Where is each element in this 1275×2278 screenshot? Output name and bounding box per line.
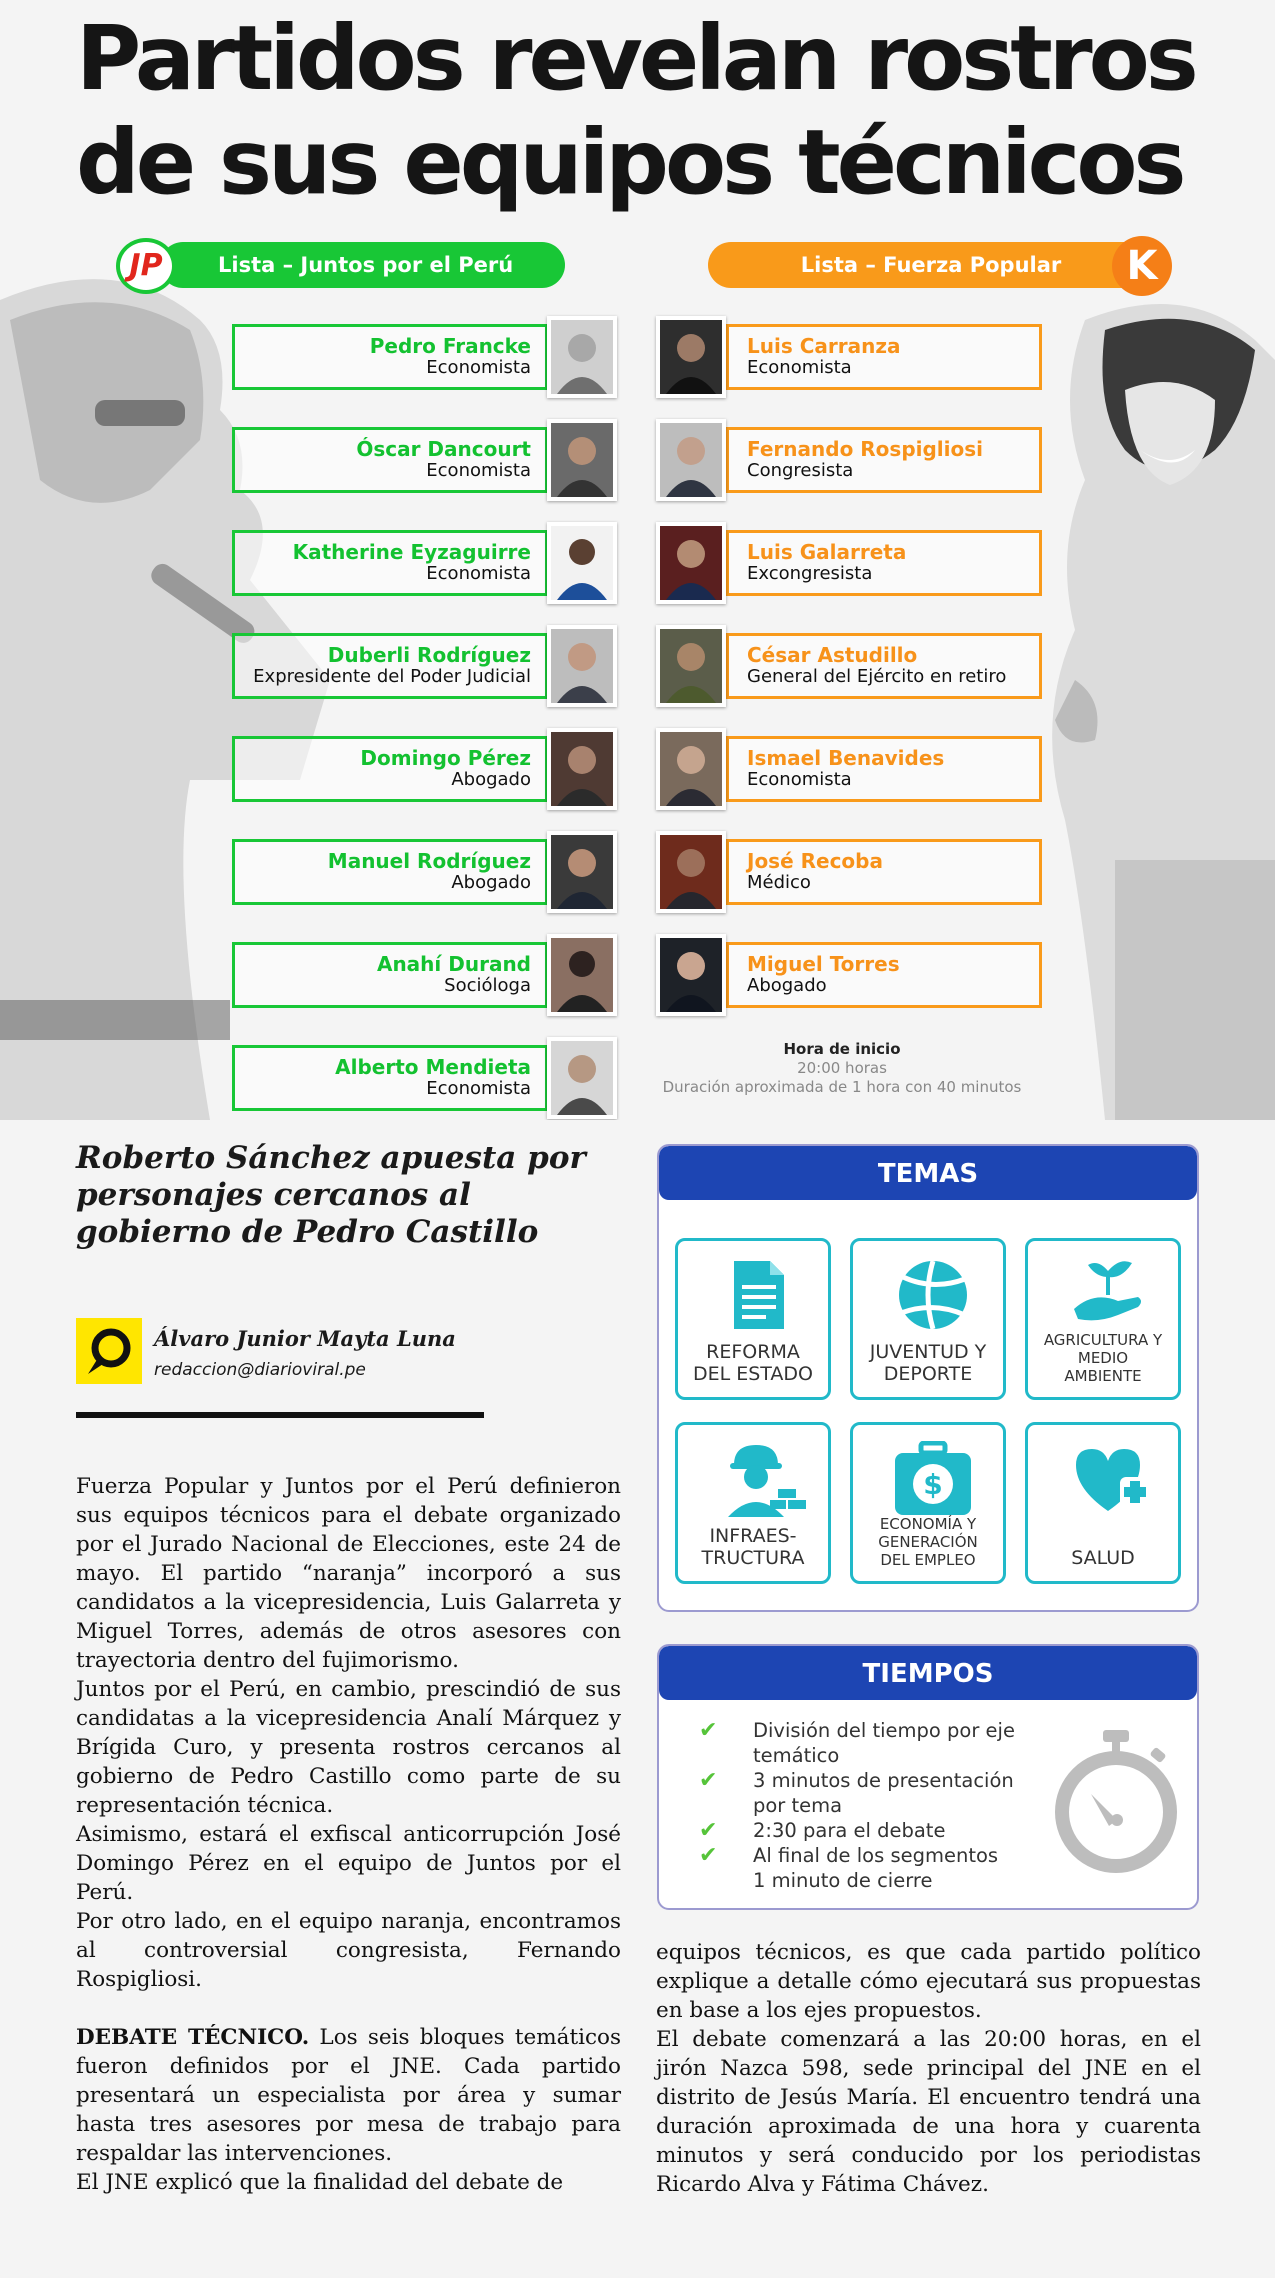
volleyball-icon (853, 1257, 1013, 1333)
member-portrait (547, 934, 617, 1016)
article-paragraph: Por otro lado, en el equipo naranja, encontramos al controversial congresista, Fernando Rospigliosi. (76, 1909, 621, 1992)
member-role: Excongresista (747, 563, 873, 584)
hero-section (0, 0, 1275, 1120)
member-name: Manuel Rodríguez (327, 849, 531, 873)
member-portrait (656, 316, 726, 398)
tema-label-line: DEL ESTADO (692, 1363, 814, 1385)
schedule-info (652, 1040, 1032, 1097)
tema-label-line: REFORMA (706, 1341, 800, 1363)
member-name: Pedro Francke (369, 334, 531, 358)
headline-line-1: Partidos revelan rostros (76, 6, 1195, 110)
member-role: Socióloga (444, 975, 531, 996)
article-paragraph (76, 2023, 621, 2168)
document-icon (678, 1257, 838, 1333)
paragraph-text: Los seis bloques temáticos fueron definidos por el JNE. Cada partido presentará un especialista por área y sumar hasta tres asesores por mesa de trabajo para respaldar las intervenciones. (76, 2025, 622, 2166)
list-item-text: 3 minutos de presentación por tema (753, 1769, 1014, 1817)
tema-juventud-y-deporte (850, 1238, 1006, 1400)
tema-label (857, 1515, 999, 1569)
temas-title: TEMAS (659, 1146, 1197, 1200)
candidate-right-photo (1045, 300, 1275, 1120)
member-role: Economista (426, 357, 531, 378)
tema-label (857, 1341, 999, 1385)
member-role: Expresidente del Poder Judicial (253, 666, 531, 687)
headline (76, 6, 1226, 214)
member-role: Médico (747, 872, 811, 893)
headline-line-2: de sus equipos técnicos (76, 110, 1183, 214)
member-card-orange (726, 530, 1042, 596)
tema-label-line: ECONOMÍA Y (879, 1515, 977, 1533)
member-card-green (232, 942, 548, 1008)
member-card-green (232, 530, 548, 596)
tema-label-line: JUVENTUD Y (869, 1341, 987, 1363)
member-card-green (232, 633, 548, 699)
tema-label-line: MEDIO (1077, 1349, 1129, 1367)
schedule-duration: Duración aproximada de 1 hora con 40 minutos (662, 1078, 1022, 1096)
tema-label-line: AMBIENTE (1064, 1367, 1142, 1385)
member-name: Duberli Rodríguez (327, 643, 531, 667)
stopwatch-icon (1051, 1728, 1181, 1878)
member-role: Congresista (747, 460, 854, 481)
member-name: Alberto Mendieta (335, 1055, 531, 1079)
health-heart-icon (1028, 1441, 1188, 1517)
member-role: Economista (747, 769, 852, 790)
tema-label-line: TRUCTURA (701, 1547, 805, 1569)
schedule-title: Hora de inicio (783, 1040, 901, 1058)
money-briefcase-icon (853, 1441, 1013, 1517)
article-body-left (76, 1472, 621, 2197)
tema-label (682, 1341, 824, 1385)
list-item (699, 1818, 1029, 1843)
tema-label (1032, 1547, 1174, 1569)
member-portrait (547, 728, 617, 810)
tiempos-panel (657, 1644, 1199, 1910)
member-role: General del Ejército en retiro (747, 666, 1007, 687)
tema-label (1032, 1331, 1174, 1385)
member-portrait (547, 625, 617, 707)
construction-worker-icon (678, 1441, 838, 1517)
member-card-green (232, 1045, 548, 1111)
member-name: Katherine Eyzaguirre (292, 540, 531, 564)
member-card-green (232, 324, 548, 390)
list-item-text: Al final de los segmentos (753, 1844, 999, 1867)
list-header-juntos-por-el-peru: Lista – Juntos por el Perú (160, 242, 565, 288)
member-card-green (232, 427, 548, 493)
check-icon: ✔ (699, 1843, 718, 1868)
member-portrait (547, 419, 617, 501)
article-body-right (656, 1938, 1201, 2199)
member-card-green (232, 736, 548, 802)
member-role: Economista (426, 460, 531, 481)
article-paragraph: Juntos por el Perú, en cambio, prescindió de sus candidatas a la vicepresidencia Analí Márquez y Brígida Curo, y presenta rostros cercanos al gobierno de Pedro Castillo como parte de su representación técnica. (76, 1677, 621, 1818)
member-card-green (232, 839, 548, 905)
member-portrait (547, 522, 617, 604)
tema-salud (1025, 1422, 1181, 1584)
member-name: Luis Carranza (747, 334, 901, 358)
temas-panel (657, 1144, 1199, 1612)
check-icon: ✔ (699, 1768, 718, 1793)
diario-viral-logo (76, 1318, 142, 1384)
tema-label-line: AGRICULTURA Y (1043, 1331, 1163, 1349)
list-header-fuerza-popular: Lista – Fuerza Popular (708, 242, 1154, 288)
divider (76, 1412, 484, 1418)
tema-infraestructura (675, 1422, 831, 1584)
article-paragraph: Fuerza Popular y Juntos por el Perú definieron sus equipos técnicos para el debate organizado por el Jurado Nacional de Elecciones, este 24 de mayo. El partido “naranja” incorporó a sus candidatos a la vicepresidencia, Luis Galarreta y Miguel Torres, además de otros asesores con trayectoria dentro del fujimorismo. (76, 1474, 621, 1673)
member-portrait (547, 316, 617, 398)
article-subhead: Roberto Sánchez apuesta por personajes cercanos al gobierno de Pedro Castillo (76, 1140, 586, 1250)
member-name: José Recoba (747, 849, 883, 873)
member-card-orange (726, 427, 1042, 493)
tema-label-line: INFRAES- (709, 1525, 797, 1547)
member-role: Abogado (747, 975, 827, 996)
plant-hand-icon (1028, 1257, 1188, 1333)
member-card-orange (726, 324, 1042, 390)
tema-label-line: DEPORTE (883, 1363, 973, 1385)
member-role: Economista (426, 563, 531, 584)
section-lead: DEBATE TÉCNICO. (76, 2025, 310, 2050)
article-paragraph: equipos técnicos, es que cada partido político explique a detalle cómo ejecutará sus propuestas en base a los ejes propuestos. (656, 1940, 1201, 2023)
tema-label (682, 1525, 824, 1569)
tiempos-title: TIEMPOS (659, 1646, 1197, 1700)
member-name: Domingo Pérez (360, 746, 531, 770)
article-paragraph: El debate comenzará a las 20:00 horas, en el jirón Nazca 598, sede principal del JNE en el distrito de Jesús María. El encuentro tendrá una duración aproximada de una hora y cuarenta minutos y será conducido por los periodistas Ricardo Alva y Fátima Chávez. (656, 2027, 1201, 2197)
member-name: Fernando Rospigliosi (747, 437, 984, 461)
member-portrait (656, 728, 726, 810)
author-email[interactable]: redaccion@diarioviral.pe (154, 1360, 366, 1380)
tema-reforma-del-estado (675, 1238, 831, 1400)
member-portrait (656, 831, 726, 913)
list-item-text: División del tiempo por eje temático (753, 1719, 1015, 1767)
tema-label-line: GENERACIÓN (878, 1533, 978, 1551)
member-portrait (547, 831, 617, 913)
check-icon: ✔ (699, 1718, 718, 1743)
list-item-text: 1 minuto de cierre (753, 1869, 933, 1892)
member-role: Economista (426, 1078, 531, 1099)
tiempos-list (699, 1718, 1029, 1893)
member-portrait (656, 522, 726, 604)
member-name: Ismael Benavides (747, 746, 945, 770)
member-name: Anahí Durand (376, 952, 531, 976)
author-name: Álvaro Junior Mayta Luna (154, 1326, 456, 1351)
member-portrait (656, 419, 726, 501)
member-portrait (656, 934, 726, 1016)
member-name: Luis Galarreta (747, 540, 907, 564)
list-item (699, 1768, 1029, 1818)
member-role: Abogado (451, 872, 531, 893)
fuerza-popular-logo: K (1112, 236, 1172, 296)
list-item (699, 1843, 1029, 1868)
tema-economia-y-empleo (850, 1422, 1006, 1584)
check-icon: ✔ (699, 1818, 718, 1843)
tema-label-line: SALUD (1071, 1547, 1135, 1569)
tema-agricultura-y-medio-ambiente (1025, 1238, 1181, 1400)
member-name: Miguel Torres (747, 952, 900, 976)
member-card-orange (726, 736, 1042, 802)
article-paragraph: Asimismo, estará el exfiscal anticorrupción José Domingo Pérez en el equipo de Juntos por el Perú. (76, 1822, 621, 1905)
member-card-orange (726, 839, 1042, 905)
list-item-text: 2:30 para el debate (753, 1819, 946, 1842)
list-item (699, 1718, 1029, 1768)
member-card-orange (726, 633, 1042, 699)
tema-label-line: DEL EMPLEO (880, 1551, 976, 1569)
member-role: Economista (747, 357, 852, 378)
svg-text:$: $ (923, 1468, 943, 1501)
list-item (699, 1868, 1029, 1893)
member-role: Abogado (451, 769, 531, 790)
article-paragraph: El JNE explicó que la finalidad del debate de (76, 2170, 564, 2195)
member-name: César Astudillo (747, 643, 918, 667)
member-name: Óscar Dancourt (356, 437, 531, 461)
schedule-time: 20:00 horas (797, 1059, 887, 1077)
member-portrait (656, 625, 726, 707)
member-card-orange (726, 942, 1042, 1008)
member-portrait (547, 1037, 617, 1119)
juntos-por-el-peru-logo: JP (116, 238, 176, 294)
